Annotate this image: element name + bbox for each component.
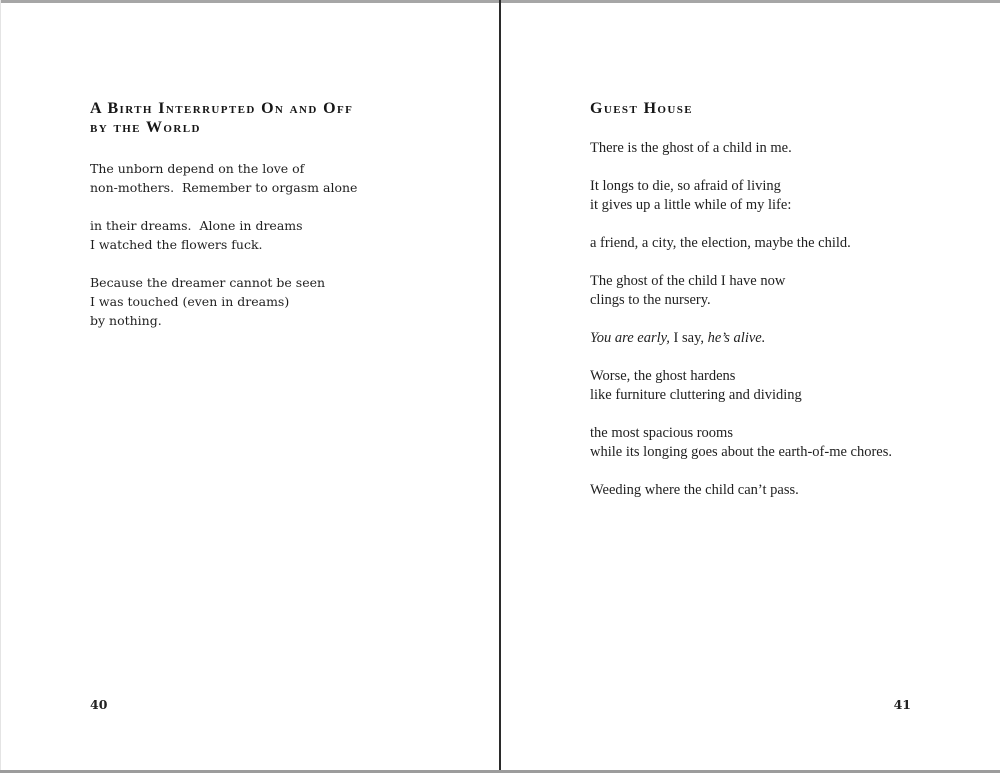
poem-line-italic-segment: he’s alive. xyxy=(707,329,766,346)
poem-stanza xyxy=(590,272,940,310)
page-left-edge xyxy=(0,0,1,773)
poem-line: The unborn depend on the love of xyxy=(90,160,305,176)
poem-body xyxy=(90,159,440,330)
poem-line: it gives up a little while of my life: xyxy=(590,196,792,213)
page-number: 41 xyxy=(893,697,911,712)
poem-title xyxy=(90,99,440,137)
poem-title-line: by the World xyxy=(90,118,201,136)
poem-stanza xyxy=(90,273,440,330)
poem-line xyxy=(590,329,940,348)
poem-stanza xyxy=(590,424,940,462)
poem-stanza xyxy=(590,177,940,215)
poem-body xyxy=(590,139,940,500)
poem-stanza xyxy=(90,216,440,254)
spine-divider xyxy=(499,0,501,773)
poem-line: I was touched (even in dreams) xyxy=(90,293,290,309)
poem-line: while its longing goes about the earth-of-me chores. xyxy=(590,443,893,460)
poem-stanza xyxy=(590,329,940,348)
poem-title xyxy=(590,99,940,118)
page-left xyxy=(90,88,440,349)
poem-line: by nothing. xyxy=(90,312,162,328)
poem-line: clings to the nursery. xyxy=(590,291,711,308)
poem-line-segment: I say, xyxy=(669,329,708,346)
page-number: 40 xyxy=(90,697,108,712)
poem-line: It longs to die, so afraid of living xyxy=(590,177,781,194)
poem-stanza xyxy=(590,234,940,253)
poem-title-line: Guest House xyxy=(590,99,693,117)
poem-stanza xyxy=(590,481,940,500)
poem-line: in their dreams. Alone in dreams xyxy=(90,217,303,233)
poem-line: Worse, the ghost hardens xyxy=(590,367,736,384)
poem-title-line: A Birth Interrupted On and Off xyxy=(90,99,354,117)
poem-line: like furniture cluttering and dividing xyxy=(590,386,802,403)
poem-line: There is the ghost of a child in me. xyxy=(590,139,792,156)
poem-stanza xyxy=(90,159,440,197)
poem-line: a friend, a city, the election, maybe the child. xyxy=(590,234,851,251)
poem-line: non-mothers. Remember to orgasm alone xyxy=(90,179,358,195)
page-right xyxy=(590,88,940,519)
poem-stanza xyxy=(590,367,940,405)
poem-stanza xyxy=(590,139,940,158)
poem-line: Because the dreamer cannot be seen xyxy=(90,274,326,290)
poem-line: I watched the flowers fuck. xyxy=(90,236,263,252)
poem-line: the most spacious rooms xyxy=(590,424,733,441)
poem-line: The ghost of the child I have now xyxy=(590,272,786,289)
poem-line: Weeding where the child can’t pass. xyxy=(590,481,799,498)
poem-line-italic-segment: You are early, xyxy=(590,329,670,346)
